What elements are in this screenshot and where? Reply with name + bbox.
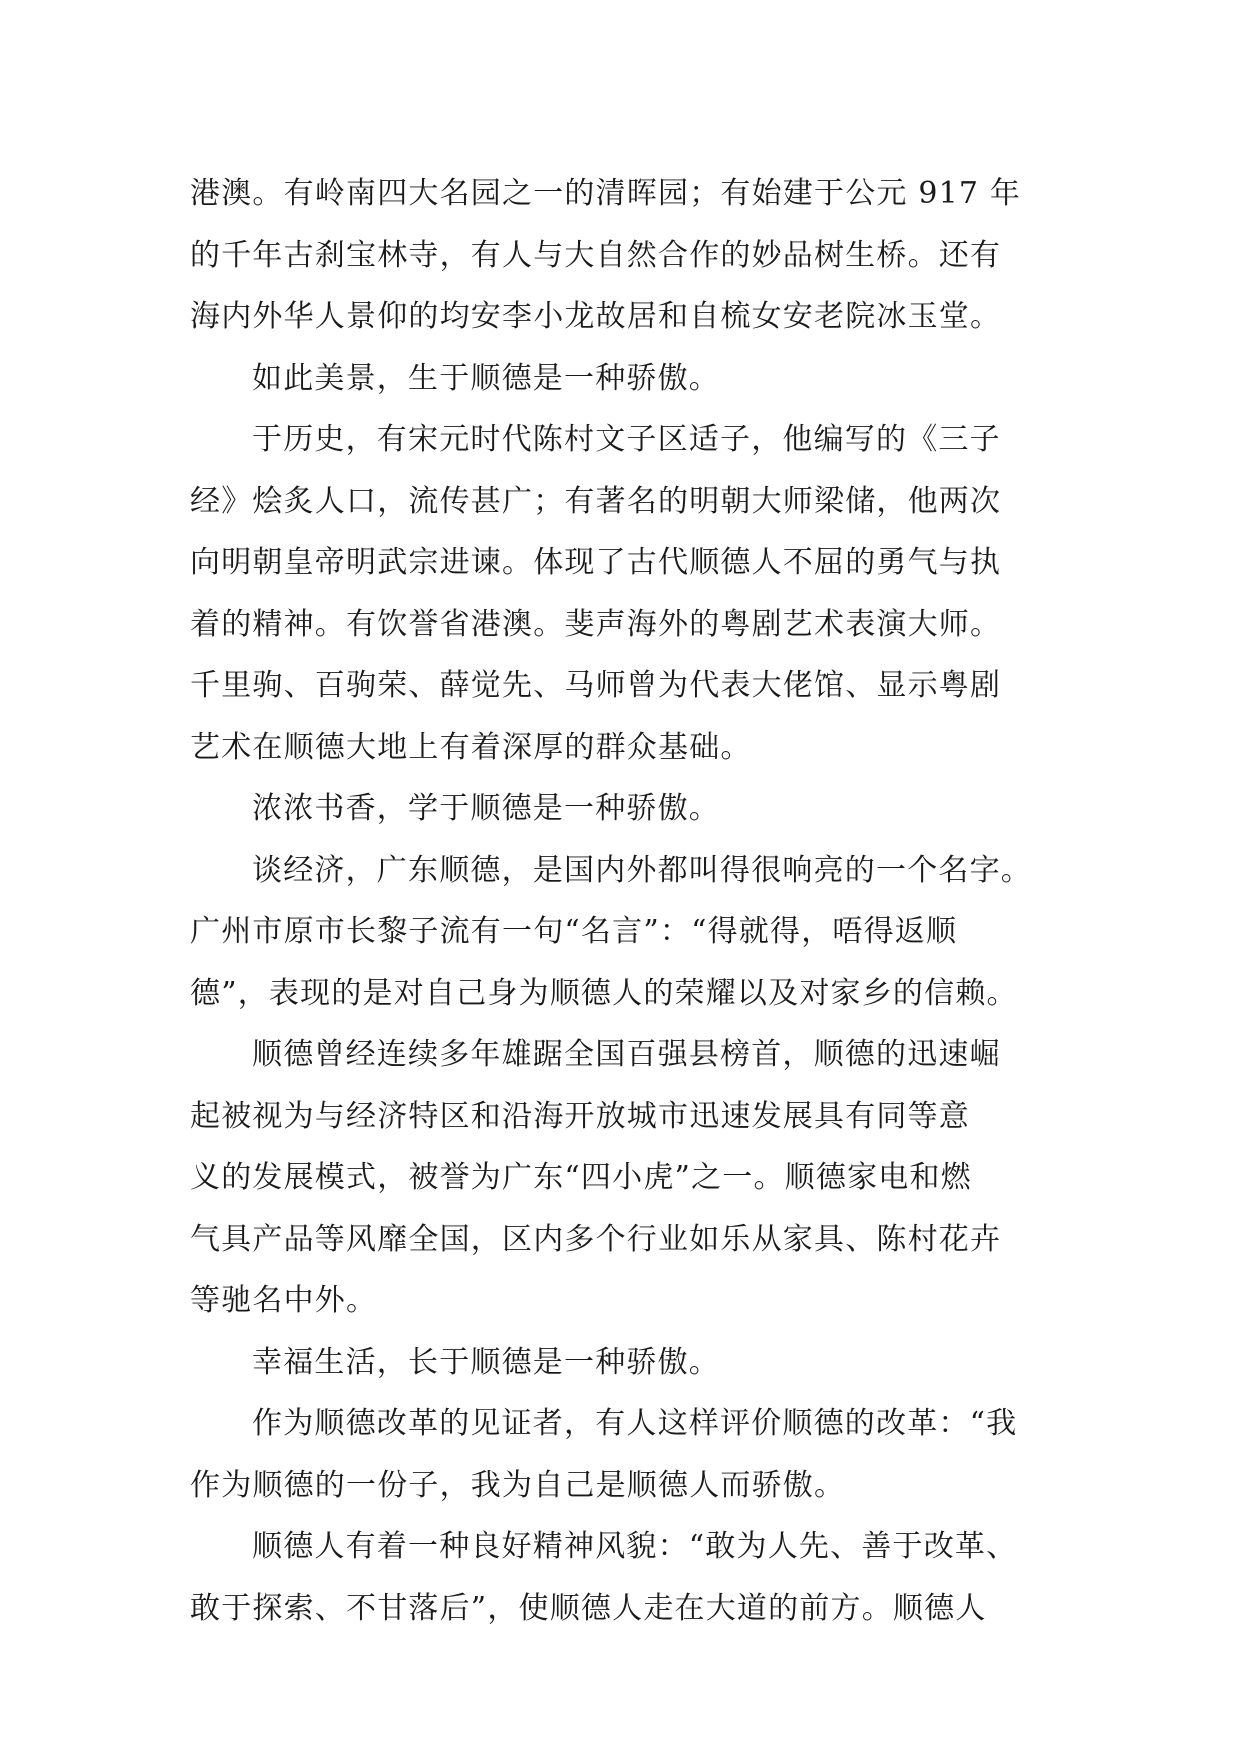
text-line: 于历史，有宋元时代陈村文子区适子，他编写的《三子 <box>252 422 1001 457</box>
text-line: 义的发展模式，被誉为广东“四小虎”之一。顺德家电和燃 <box>190 1160 972 1195</box>
text-line: 起被视为与经济特区和沿海开放城市迅速发展具有同等意 <box>190 1098 970 1134</box>
text-line: 千里驹、百驹荣、薛觉先、马师曾为代表大佬馆、显示粤剧 <box>190 668 1002 703</box>
text-line: 谈经济，广东顺德，是国内外都叫得很响亮的一个名字。 <box>252 852 1032 888</box>
text-line: 德”，表现的是对自己身为顺德人的荣耀以及对家乡的信赖。 <box>190 975 1018 1011</box>
text-line: 的千年古刹宝林寺，有人与大自然合作的妙品树生桥。还有 <box>190 237 1002 273</box>
text-line: 向明朝皇帝明武宗进谏。体现了古代顺德人不屈的勇气与执 <box>190 545 1002 580</box>
text-line: 幸福生活，长于顺德是一种骄傲。 <box>252 1344 720 1380</box>
text-line: 作为顺德的一份子，我为自己是顺德人而骄傲。 <box>190 1467 846 1503</box>
text-line: 广州市原市长黎子流有一句“名言”：“得就得，唔得返顺 <box>190 914 958 949</box>
text-line: 气具产品等风靡全国，区内多个行业如乐从家具、陈村花卉 <box>190 1221 1002 1257</box>
text-line: 如此美景，生于顺德是一种骄傲。 <box>252 360 720 396</box>
text-line: 敢于探索、不甘落后”，使顺德人走在大道的前方。顺德人 <box>190 1590 987 1626</box>
text-line: 经》烩炙人口，流传甚广；有著名的明朝大师梁储，他两次 <box>190 483 1002 519</box>
text-line: 艺术在顺德大地上有着深厚的群众基础。 <box>190 729 752 765</box>
text-line: 浓浓书香，学于顺德是一种骄傲。 <box>252 791 720 826</box>
text-line: 港澳。有岭南四大名园之一的清晖园；有始建于公元 917 年 <box>190 176 1022 211</box>
document-body <box>190 163 1070 1639</box>
text-line: 着的精神。有饮誉省港澳。斐声海外的粤剧艺术表演大师。 <box>190 606 1002 642</box>
text-line: 等驰名中外。 <box>190 1283 378 1318</box>
text-line: 作为顺德改革的见证者，有人这样评价顺德的改革：“我 <box>252 1406 1018 1441</box>
text-line: 海内外华人景仰的均安李小龙故居和自梳女安老院冰玉堂。 <box>190 299 1002 334</box>
text-line: 顺德曾经连续多年雄踞全国百强县榜首，顺德的迅速崛 <box>252 1037 1001 1072</box>
text-line: 顺德人有着一种良好精神风貌：“敢为人先、善于改革、 <box>252 1529 1018 1564</box>
